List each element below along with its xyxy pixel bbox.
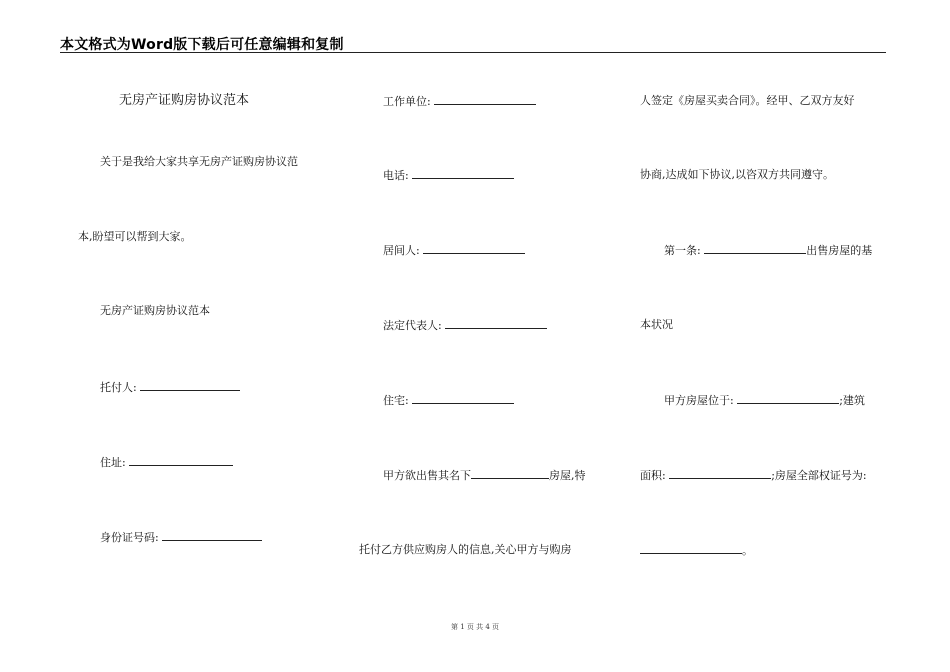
article-1-label: 第一条: — [664, 244, 701, 257]
area-field — [640, 468, 867, 483]
principal-field — [100, 380, 240, 395]
agent-label: 居间人: — [383, 244, 420, 257]
address-field — [100, 455, 233, 470]
page-footer: 第 1 页 共 4 页 — [450, 623, 500, 631]
legal-rep-label: 法定代表人: — [383, 319, 442, 332]
property-name-blank — [471, 468, 549, 479]
area-blank — [669, 468, 771, 479]
phone-blank — [412, 168, 514, 179]
location-label: 甲方房屋位于: — [664, 394, 734, 407]
col3-line-1: 人签定《房屋买卖合同》。经甲、乙双方友好 — [640, 94, 855, 107]
location-blank — [737, 393, 839, 404]
article-1-text: 出售房屋的基 — [806, 244, 873, 257]
address-blank — [129, 455, 233, 466]
residence-field — [383, 393, 514, 408]
col3-line-4: 本状况 — [640, 318, 673, 331]
article-1-field — [664, 243, 872, 258]
residence-blank — [412, 393, 514, 404]
id-field — [100, 530, 262, 545]
principal-blank — [140, 380, 240, 391]
principal-label: 托付人: — [100, 381, 137, 394]
sale-text-b: 房屋,特 — [549, 469, 586, 482]
certificate-label: ;房屋全部权证号为: — [771, 469, 867, 482]
legal-rep-blank — [445, 318, 547, 329]
sale-paragraph-line-2: 托付乙方供应购房人的信息,关心甲方与购房 — [359, 543, 572, 556]
col3-line-2: 协商,达成如下协议,以咨双方共同遵守。 — [640, 168, 834, 181]
legal-rep-field — [383, 318, 547, 333]
phone-label: 电话: — [383, 169, 409, 182]
header-divider — [60, 52, 886, 53]
address-label: 住址: — [100, 456, 126, 469]
residence-label: 住宅: — [383, 394, 409, 407]
document-title: 无房产证购房协议范本 — [119, 93, 250, 108]
certificate-end: 。 — [742, 544, 753, 557]
intro-line-1: 关于是我给大家共享无房产证购房协议范 — [100, 155, 298, 168]
certificate-field — [640, 543, 753, 558]
workplace-blank — [434, 94, 536, 105]
certificate-blank — [640, 543, 742, 554]
sale-text-a: 甲方欲出售其名下 — [383, 469, 471, 482]
location-field — [664, 393, 865, 408]
intro-line-2: 本,盼望可以帮到大家。 — [78, 230, 192, 243]
location-suffix: ;建筑 — [839, 394, 865, 407]
agent-blank — [423, 243, 525, 254]
article-1-blank — [704, 243, 806, 254]
sale-paragraph-line-1 — [383, 468, 586, 483]
area-label: 面积: — [640, 469, 666, 482]
document-banner: 本文格式为Word版下载后可任意编辑和复制 — [60, 37, 344, 53]
phone-field — [383, 168, 514, 183]
workplace-label: 工作单位: — [383, 95, 431, 108]
id-label: 身份证号码: — [100, 531, 159, 544]
id-blank — [162, 530, 262, 541]
workplace-field — [383, 94, 536, 109]
subtitle: 无房产证购房协议范本 — [100, 304, 210, 317]
agent-field — [383, 243, 525, 258]
